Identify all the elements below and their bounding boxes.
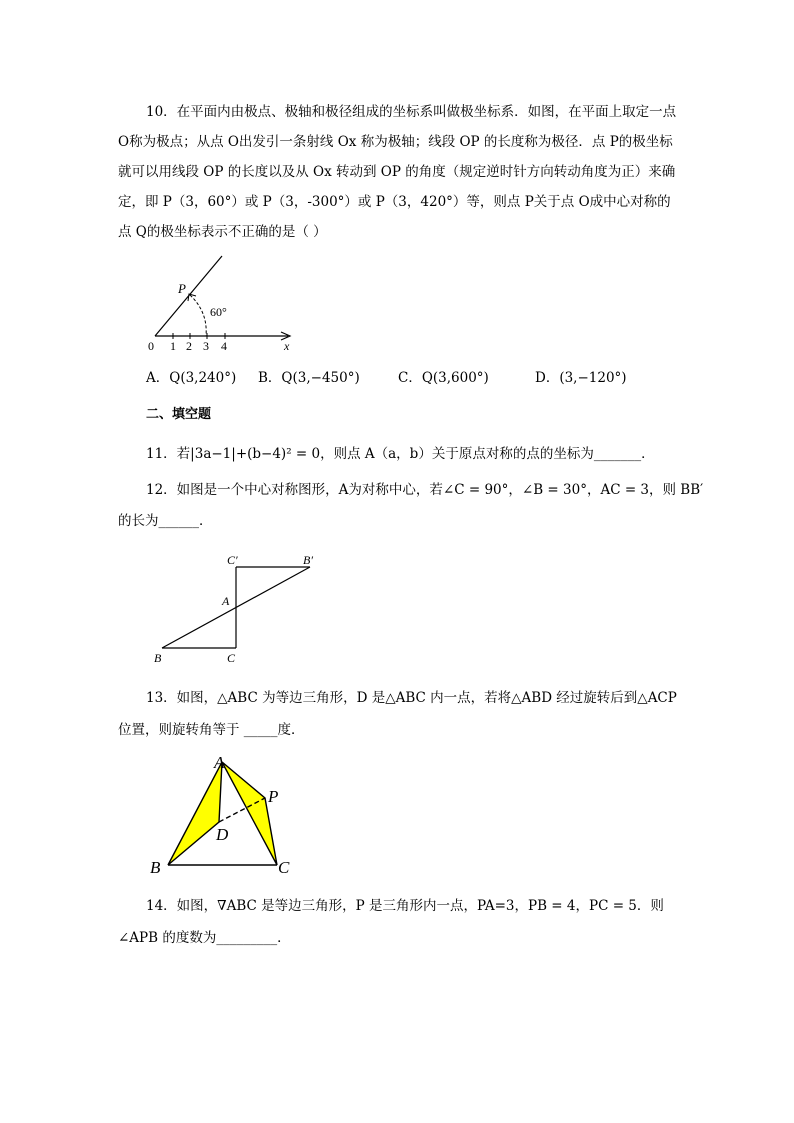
q13-triangle-abd	[168, 762, 222, 865]
q10-option-a[interactable]: A．Q(3,240°)	[146, 370, 237, 386]
q10-label-p: P	[178, 281, 186, 296]
section-title: 二、填空题	[146, 407, 212, 422]
q10-option-c[interactable]: C．Q(3,600°)	[398, 370, 489, 386]
q13-triangle-acp	[222, 762, 277, 865]
q13-label-p: P	[268, 787, 279, 806]
q10-label-x: x	[284, 339, 290, 353]
q12-label-a: A	[222, 594, 230, 608]
q10-polar-figure	[140, 250, 310, 355]
q13-label-c: C	[278, 858, 290, 877]
q12-figure	[150, 550, 330, 668]
q12-line2: 的长为______．	[118, 513, 213, 529]
q10-tick-label-3: 3	[203, 339, 209, 353]
q13-line2: 位置，则旋转角等于 _____度．	[118, 722, 305, 738]
q10-option-b[interactable]: B．Q(3,−450°)	[258, 370, 360, 386]
q12-line1: 12．如图是一个中心对称图形，A为对称中心，若∠C = 90°，∠B = 30°，AC = 3，则 BB′	[146, 482, 704, 498]
q13-line1: 13．如图，△ABC 为等边三角形，D 是△ABC 内一点，若将△ABD 经过旋转后到△ACP	[146, 690, 677, 706]
q10-angle-arc	[190, 295, 206, 336]
q10-tick-label-0: 0	[148, 339, 154, 353]
q12-label-bprime: B′	[303, 553, 313, 567]
q10-label-angle: 60°	[210, 305, 227, 319]
q10-tick-label-1: 1	[170, 339, 176, 353]
q10-tick-label-2: 2	[186, 339, 192, 353]
q13-figure	[145, 750, 305, 880]
q12-label-cprime: C′	[227, 553, 238, 567]
q12-label-c: C	[227, 651, 236, 665]
q10-option-d[interactable]: D．(3,−120°)	[535, 370, 627, 386]
q13-label-a: A	[214, 753, 225, 772]
q14-line2: ∠APB 的度数为_________．	[118, 930, 291, 946]
q10-text: 10．在平面内由极点、极轴和极径组成的坐标系叫做极坐标系．如图，在平面上取定一点 O称为极点；从点 O出发引一条射线 Ox 称为极轴；线段 OP 的长度称为极径．点 P的极坐标就可以用线段 OP 的长度以及从 Ox 转动到 OP 的角度（规定逆时针方向转动角度为正）来确定，即 P（3，60°）或 P（3，-300°）或 P（3，420°）等，则点 P关于点 O成中心对称的点 Q的极坐标表示不正确的是（ ）	[118, 104, 677, 240]
q10-tick-label-4: 4	[221, 339, 227, 353]
q12-label-b: B	[154, 651, 162, 665]
q14-line1: 14．如图，∇ABC 是等边三角形，P 是三角形内一点，PA=3，PB = 4，PC = 5．则	[146, 898, 664, 914]
q11-text: 11．若|3a−1|+(b−4)² = 0，则点 A（a，b）关于原点对称的点的坐标为_______．	[146, 446, 655, 462]
q13-label-d: D	[216, 825, 229, 844]
q13-label-b: B	[150, 858, 161, 877]
